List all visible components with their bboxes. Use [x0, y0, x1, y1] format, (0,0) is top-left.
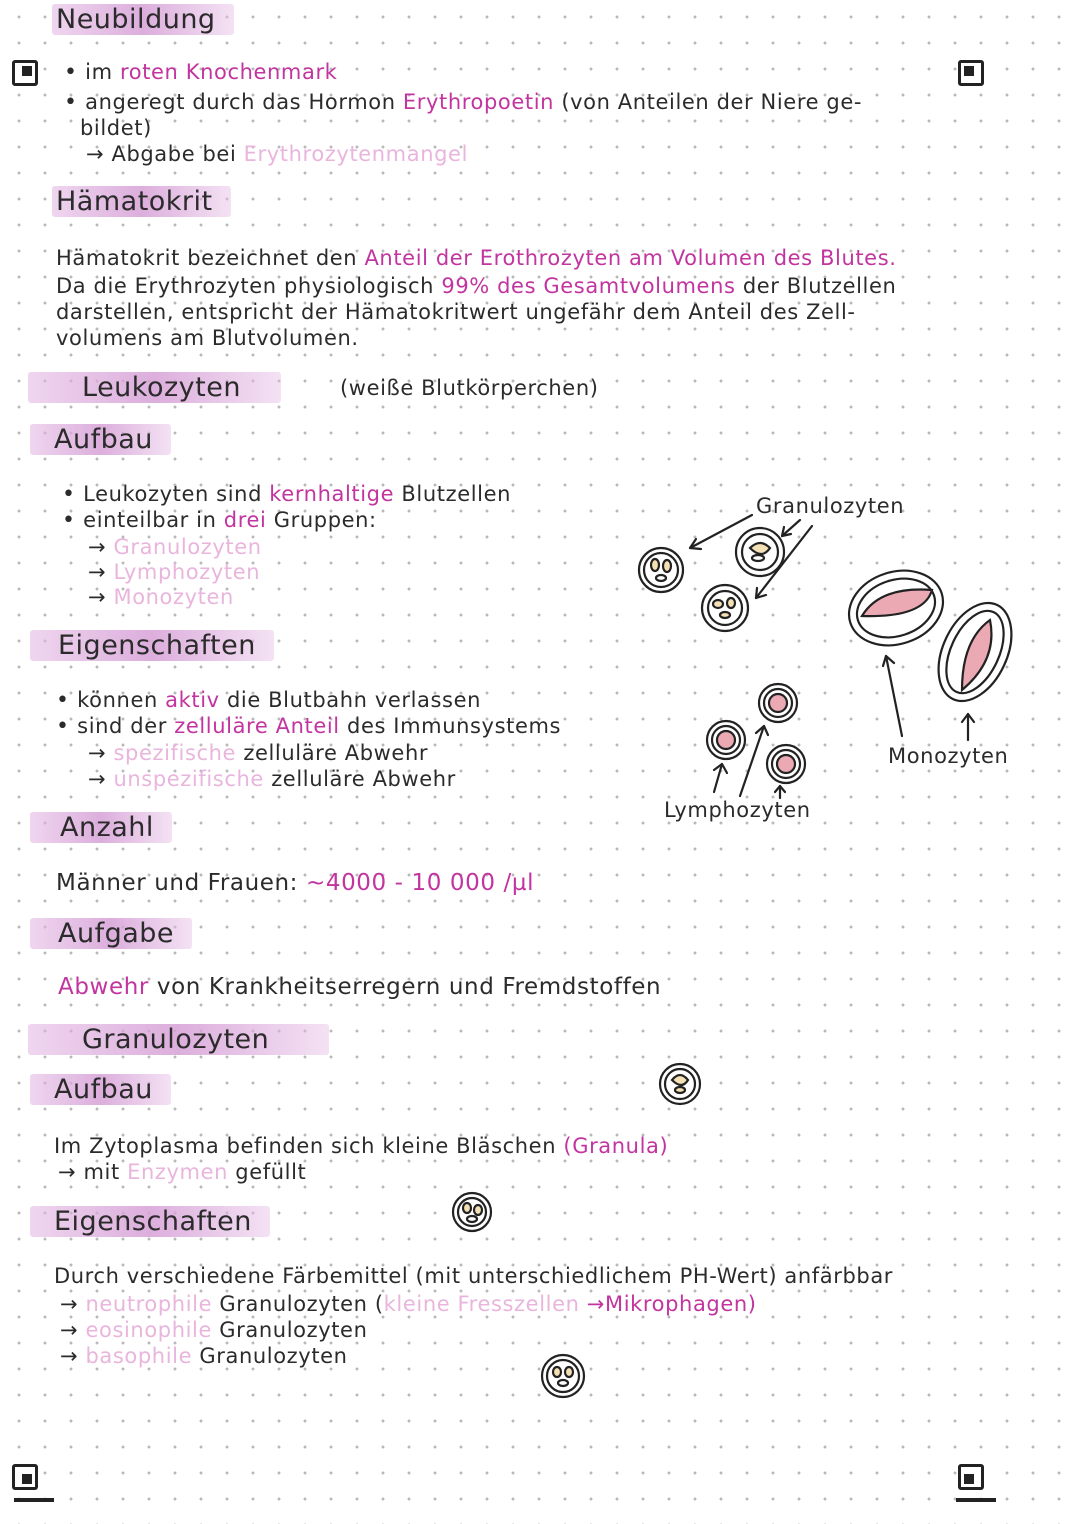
- leukozyten-subtitle: (weiße Blutkörperchen): [340, 376, 599, 400]
- leukozyten-abwehr-unspecific: → unspezifische zelluläre Abwehr: [88, 767, 456, 791]
- granulozyten-heading: Granulozyten: [28, 1024, 329, 1055]
- granulozyten-eigenschaften-heading: Eigenschaften: [30, 1206, 270, 1237]
- leukozyten-group-item: → Lymphozyten: [88, 560, 261, 584]
- granulozyten-basophil-line: → basophile Granulozyten: [60, 1344, 348, 1368]
- monozyt-cell-1-icon: [839, 559, 953, 657]
- leukozyten-aufbau-bullet-1: • Leukozyten sind kernhaltige Blutzellen: [62, 482, 512, 507]
- neubildung-bullet-2: • angeregt durch das Hormon Erythropoetin (von Anteilen der Niere ge-: [64, 90, 863, 115]
- lymphozyt-cell-2-icon: [707, 721, 745, 759]
- leukozyten-group-item: → Granulozyten: [88, 535, 262, 559]
- granulozyt-sketch-2-icon: [453, 1193, 491, 1231]
- leukozyten-aufgabe-line: Abwehr von Krankheitserregern und Fremdstoffen: [58, 974, 662, 1000]
- haematokrit-line-2: Da die Erythrozyten physiologisch 99% des Gesamtvolumens der Blutzellen: [56, 274, 897, 298]
- haematokrit-line-4: volumens am Blutvolumen.: [56, 326, 359, 350]
- leukozyten-aufbau-heading: Aufbau: [30, 424, 171, 455]
- diagram-label-lymphozyten: Lymphozyten: [664, 798, 811, 822]
- leukozyten-eigenschaften-heading: Eigenschaften: [30, 630, 274, 661]
- leukozyten-abwehr-specific: → spezifische zelluläre Abwehr: [88, 741, 429, 765]
- binder-corner-bottom-left-icon: [12, 1464, 38, 1490]
- leukozyten-anzahl-heading: Anzahl: [30, 812, 172, 843]
- leukozyten-group-item: → Monozyten: [88, 585, 234, 609]
- monozyt-cell-2-icon: [924, 591, 1026, 712]
- granulozyt-sketch-1-icon: [660, 1064, 700, 1104]
- neubildung-heading: Neubildung: [52, 4, 234, 35]
- lymphozyt-cell-1-icon: [759, 684, 797, 722]
- binder-mark-bottom-right: [956, 1498, 996, 1502]
- granulozyten-aufbau-heading: Aufbau: [30, 1074, 171, 1105]
- haematokrit-heading: Hämatokrit: [52, 186, 231, 217]
- leukozyten-anzahl-line: Männer und Frauen: ~4000 - 10 000 /µl: [56, 870, 535, 896]
- binder-corner-top-right-icon: [958, 60, 984, 86]
- binder-corner-top-left-icon: [12, 60, 38, 86]
- granulozyten-aufbau-line-1: Im Zytoplasma befinden sich kleine Bläschen (Granula): [54, 1134, 669, 1158]
- granulozyt-cell-2-icon: [736, 528, 784, 576]
- leukozyten-aufgabe-heading: Aufgabe: [30, 918, 192, 949]
- granulozyten-eosinophil-line: → eosinophile Granulozyten: [60, 1318, 368, 1342]
- lymphozyt-cell-3-icon: [767, 745, 805, 783]
- leukozyten-eigenschaften-bullet-1: • können aktiv die Blutbahn verlassen: [56, 688, 482, 713]
- granulozyt-cell-1-icon: [639, 548, 683, 592]
- granulozyten-aufbau-line-2: → mit Enzymen gefüllt: [58, 1160, 307, 1184]
- granulozyten-neutrophil-line: → neutrophile Granulozyten (kleine Fresszellen →Mikrophagen): [60, 1292, 757, 1316]
- binder-mark-bottom-left: [14, 1498, 54, 1502]
- diagram-label-granulozyten: Granulozyten: [756, 494, 905, 518]
- granulozyt-sketch-3-icon: [542, 1355, 584, 1397]
- neubildung-arrow-line: → Abgabe bei Erythrozytenmangel: [86, 142, 468, 166]
- haematokrit-line-3: darstellen, entspricht der Hämatokritwert ungefähr dem Anteil des Zell-: [56, 300, 856, 324]
- leukozyten-heading: Leukozyten: [28, 372, 281, 403]
- leukozyten-aufbau-bullet-2: • einteilbar in drei Gruppen:: [62, 508, 377, 533]
- diagram-label-monozyten: Monozyten: [888, 744, 1009, 768]
- haematokrit-line-1: Hämatokrit bezeichnet den Anteil der Erothrozyten am Volumen des Blutes.: [56, 246, 897, 270]
- neubildung-bullet-2-continued: bildet): [80, 116, 152, 140]
- neubildung-bullet-1: • im roten Knochenmark: [64, 60, 338, 85]
- binder-corner-bottom-right-icon: [958, 1464, 984, 1490]
- leukozyten-eigenschaften-bullet-2: • sind der zelluläre Anteil des Immunsystems: [56, 714, 562, 739]
- granulozyt-cell-3-icon: [702, 585, 748, 631]
- granulozyten-eigenschaften-line-1: Durch verschiedene Färbemittel (mit unterschiedlichem PH-Wert) anfärbbar: [54, 1264, 894, 1288]
